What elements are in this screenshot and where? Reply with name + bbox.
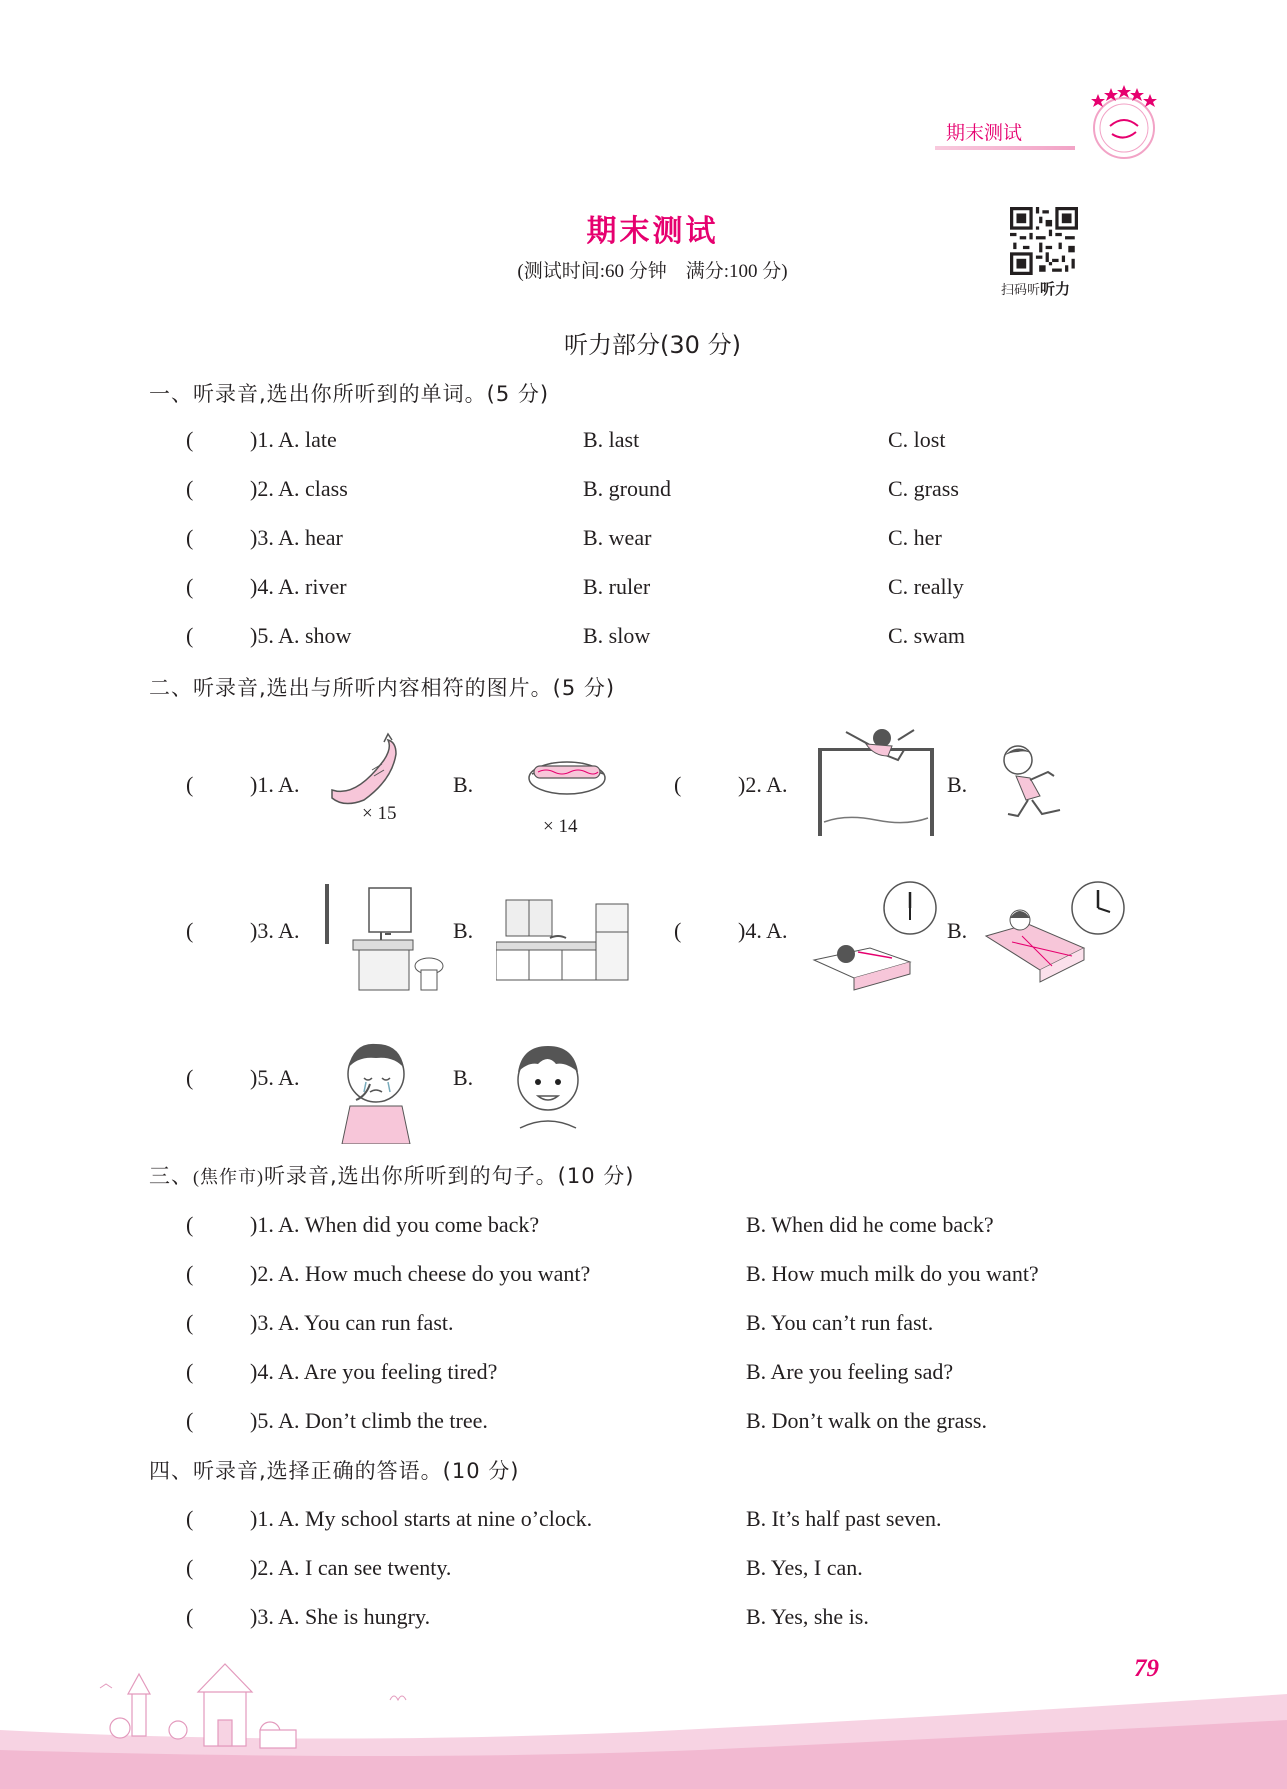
option-b-text[interactable]: B. Yes, I can. (746, 1555, 863, 1580)
option-b-text[interactable]: B. ruler (583, 574, 651, 599)
option-b-text[interactable]: B. last (583, 427, 640, 452)
bathroom-icon[interactable] (325, 884, 449, 994)
option-b-label: B. (453, 1065, 474, 1090)
section-3-title: 三、(焦作市)听录音,选出你所听到的句子。(10 分) (149, 1164, 635, 1188)
region-label: (焦作市) (193, 1167, 264, 1187)
option-a-text[interactable]: )1. A. When did you come back? (250, 1212, 540, 1237)
option-b-text[interactable]: B. When did he come back? (746, 1212, 994, 1237)
answer-bracket-left[interactable]: ( (186, 623, 194, 648)
question-number: )4. A. (738, 918, 788, 943)
answer-bracket-left[interactable]: ( (186, 1261, 194, 1286)
option-a-text[interactable]: )4. A. river (250, 574, 347, 599)
option-b-text[interactable]: B. wear (583, 525, 652, 550)
section-4-title: 四、听录音,选择正确的答语。(10 分) (149, 1459, 520, 1483)
footer-decoration (0, 1650, 1287, 1789)
question-number: )3. A. (250, 918, 300, 943)
test-info: (测试时间:60 分钟 满分:100 分) (517, 261, 788, 282)
option-a-text[interactable]: )2. A. How much cheese do you want? (250, 1261, 591, 1286)
star-seal-logo-icon (1082, 82, 1166, 162)
option-a-text[interactable]: )3. A. hear (250, 525, 343, 550)
answer-bracket-left[interactable]: ( (186, 1555, 194, 1580)
option-b-label: B. (453, 918, 474, 943)
option-b-label: B. (947, 918, 968, 943)
sleeping-child-clock-icon[interactable] (806, 878, 942, 992)
answer-bracket-left[interactable]: ( (674, 918, 682, 943)
answer-bracket-left[interactable]: ( (186, 574, 194, 599)
question-number: )5. A. (250, 1065, 300, 1090)
option-a-text[interactable]: )1. A. My school starts at nine o’clock. (250, 1506, 593, 1531)
option-b-label: B. (453, 772, 474, 797)
option-a-text[interactable]: )3. A. She is hungry. (250, 1604, 431, 1629)
answer-bracket-left[interactable]: ( (186, 1359, 194, 1384)
option-c-text[interactable]: C. lost (888, 427, 946, 452)
option-b-text[interactable]: B. It’s half past seven. (746, 1506, 942, 1531)
option-b-text[interactable]: B. ground (583, 476, 671, 501)
header-divider (935, 146, 1075, 150)
option-a-text[interactable]: )1. A. late (250, 427, 337, 452)
hot-dog-icon[interactable] (524, 744, 610, 804)
option-c-text[interactable]: C. really (888, 574, 964, 599)
smiling-boy-icon[interactable] (506, 1038, 590, 1142)
question-number: )2. A. (738, 772, 788, 797)
quantity-label: × 14 (543, 816, 578, 837)
option-b-text[interactable]: B. Yes, she is. (746, 1604, 869, 1629)
page-title: 期末测试 (586, 214, 719, 249)
answer-bracket-left[interactable]: ( (186, 1408, 194, 1433)
high-jump-icon[interactable] (816, 726, 936, 836)
option-c-text[interactable]: C. swam (888, 623, 965, 648)
section-1-title: 一、听录音,选出你所听到的单词。(5 分) (149, 382, 550, 406)
option-b-text[interactable]: B. Don’t walk on the grass. (746, 1408, 987, 1433)
answer-bracket-left[interactable]: ( (674, 772, 682, 797)
answer-bracket-left[interactable]: ( (186, 427, 194, 452)
answer-bracket-left[interactable]: ( (186, 1310, 194, 1335)
page-number: 79 (1134, 1655, 1159, 1682)
kitchen-icon[interactable] (496, 898, 630, 982)
sausage-icon[interactable] (326, 730, 404, 808)
option-a-text[interactable]: )2. A. I can see twenty. (250, 1555, 452, 1580)
header-label: 期末测试 (946, 122, 1023, 144)
option-b-label: B. (947, 772, 968, 797)
option-b-text[interactable]: B. You can’t run fast. (746, 1310, 934, 1335)
option-c-text[interactable]: C. her (888, 525, 942, 550)
option-b-text[interactable]: B. How much milk do you want? (746, 1261, 1039, 1286)
qr-code-icon[interactable] (1010, 207, 1078, 275)
option-b-text[interactable]: B. Are you feeling sad? (746, 1359, 954, 1384)
option-a-text[interactable]: )3. A. You can run fast. (250, 1310, 454, 1335)
answer-bracket-left[interactable]: ( (186, 476, 194, 501)
answer-bracket-left[interactable]: ( (186, 1506, 194, 1531)
running-boy-icon[interactable] (996, 744, 1070, 834)
option-c-text[interactable]: C. grass (888, 476, 959, 501)
option-a-text[interactable]: )2. A. class (250, 476, 348, 501)
option-a-text[interactable]: )5. A. show (250, 623, 352, 648)
answer-bracket-left[interactable]: ( (186, 918, 194, 943)
qr-caption: 扫码听听力 (1001, 280, 1071, 298)
option-a-text[interactable]: )5. A. Don’t climb the tree. (250, 1408, 488, 1433)
child-in-bed-clock-icon[interactable] (982, 878, 1128, 986)
answer-bracket-left[interactable]: ( (186, 772, 194, 797)
answer-bracket-left[interactable]: ( (186, 1065, 194, 1090)
option-b-text[interactable]: B. slow (583, 623, 651, 648)
crying-child-icon[interactable] (336, 1036, 418, 1144)
answer-bracket-left[interactable]: ( (186, 1212, 194, 1237)
option-a-text[interactable]: )4. A. Are you feeling tired? (250, 1359, 498, 1384)
listening-part-title: 听力部分(30 分) (564, 331, 741, 359)
section-2-title: 二、听录音,选出与所听内容相符的图片。(5 分) (149, 676, 616, 700)
answer-bracket-left[interactable]: ( (186, 525, 194, 550)
answer-bracket-left[interactable]: ( (186, 1604, 194, 1629)
quantity-label: × 15 (362, 803, 397, 824)
question-number: )1. A. (250, 772, 300, 797)
